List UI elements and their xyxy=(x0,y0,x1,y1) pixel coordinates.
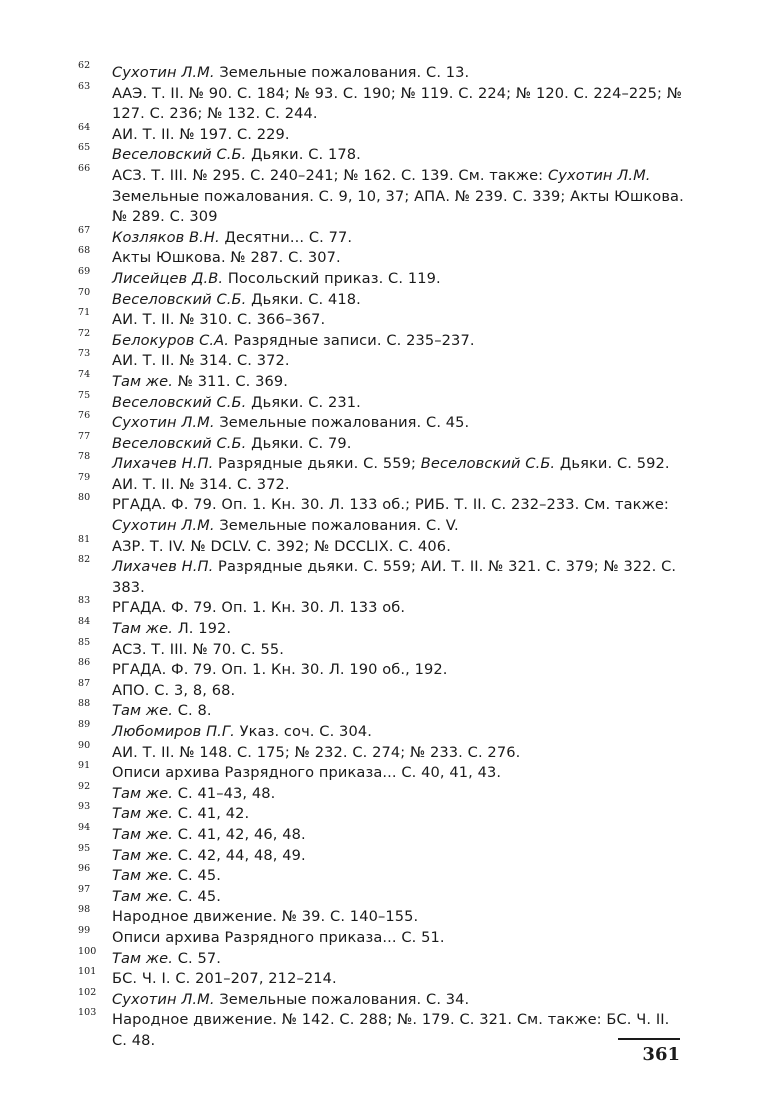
footnote xyxy=(78,719,688,743)
footnote-segment: Посольский приказ. С. 119. xyxy=(223,269,441,287)
footnote-number: 71 xyxy=(78,307,91,319)
footnote xyxy=(78,80,688,125)
footnote-text xyxy=(112,64,469,81)
footnote-number: 62 xyxy=(78,60,91,71)
footnote-text xyxy=(112,867,221,884)
footnote-author: Там же. xyxy=(112,620,173,638)
footnote-segment: Земельные пожалования. С. 9, 10, 37; АПА. № 239. С. 339; Акты Юшкова. № 289. С. 309 xyxy=(112,187,684,226)
footnote-segment: С. 41–43, 48. xyxy=(172,784,276,802)
footnote-text xyxy=(112,538,451,555)
footnote-text xyxy=(112,991,469,1008)
footnote-text xyxy=(112,455,670,472)
footnote xyxy=(78,430,688,455)
footnote xyxy=(78,286,688,311)
footnote-number: 97 xyxy=(78,883,91,895)
footnote-segment: Десятни... С. 77. xyxy=(219,228,353,246)
footnote xyxy=(78,883,688,908)
footnote-number: 80 xyxy=(78,492,91,504)
footnote-segment: С. 42, 44, 48, 49. xyxy=(172,846,306,864)
footnote-text xyxy=(112,950,221,967)
footnote-segment: Указ. соч. С. 304. xyxy=(234,723,372,740)
footnote xyxy=(78,60,688,84)
footnote xyxy=(78,348,688,372)
footnote xyxy=(78,1007,688,1051)
footnote-author: Там же. xyxy=(112,846,173,864)
footnote-segment: РГАДА. Ф. 79. Оп. 1. Кн. 30. Л. 133 об.; РИБ. Т. II. С. 232–233. См. также: xyxy=(112,496,669,514)
footnote-segment: АСЗ. Т. III. № 70. С. 55. xyxy=(112,640,285,658)
footnote-segment: АЗР. Т. IV. № DCLV. С. 392; № DCCLIX. С. 406. xyxy=(112,537,451,555)
footnote-number: 101 xyxy=(78,966,97,978)
footnote xyxy=(78,554,688,598)
footnote-segment: Дьяки. С. 79. xyxy=(246,434,352,452)
footnote-author: Сухотин Л.М. xyxy=(112,64,215,81)
footnote xyxy=(78,492,688,536)
footnote-segment: С. 57. xyxy=(172,949,221,967)
footnote-segment: Л. 192. xyxy=(172,620,232,638)
footnote xyxy=(78,533,688,558)
footnote-text xyxy=(112,435,351,452)
footnote-number: 94 xyxy=(78,821,91,833)
footnote-number: 72 xyxy=(78,327,91,339)
footnote-text xyxy=(112,723,372,740)
footnote-number: 92 xyxy=(78,780,91,792)
footnote-number: 75 xyxy=(78,389,91,401)
footnote-segment: Описи архива Разрядного приказа... С. 51. xyxy=(112,928,445,946)
footnote-number: 83 xyxy=(78,595,91,607)
footnote-number: 70 xyxy=(78,286,91,298)
footnote-text xyxy=(112,270,441,287)
footnote xyxy=(78,142,688,166)
footnote-segment: АИ. Т. II. № 197. С. 229. xyxy=(112,125,290,143)
footnote-segment: Описи архива Разрядного приказа... С. 40, 41, 43. xyxy=(112,764,502,782)
footnote-number: 98 xyxy=(78,904,91,916)
footnote xyxy=(78,739,688,764)
footnote-text xyxy=(112,661,448,678)
footnote-segment: Дьяки. С. 418. xyxy=(246,290,361,308)
footnote-number: 91 xyxy=(78,760,91,772)
footnote-number: 85 xyxy=(78,636,91,648)
footnote xyxy=(78,677,688,702)
footnote xyxy=(78,471,688,496)
footnote-author: Сухотин Л.М. xyxy=(112,517,215,535)
footnote-number: 73 xyxy=(78,348,91,360)
footnote-author: Там же. xyxy=(112,825,173,843)
footnote-number: 93 xyxy=(78,801,91,813)
footnote-number: 99 xyxy=(78,924,91,936)
footnote-segment: АИ. Т. II. № 314. С. 372. xyxy=(112,352,290,370)
footnote-list xyxy=(78,60,688,1052)
footnote-number: 86 xyxy=(78,657,91,669)
footnote-number: 78 xyxy=(78,451,91,463)
footnote-number: 95 xyxy=(78,842,91,854)
footnote xyxy=(78,698,688,722)
footnote-text xyxy=(112,394,361,411)
footnote-text xyxy=(112,826,306,843)
footnote-segment: АИ. Т. II. № 148. С. 175; № 232. С. 274; № 233. С. 276. xyxy=(112,743,521,761)
footnote-number: 87 xyxy=(78,677,91,689)
footnote-text xyxy=(112,373,288,390)
footnote-text xyxy=(112,805,249,822)
footnote-text xyxy=(112,496,669,534)
footnote xyxy=(78,657,688,681)
footnote xyxy=(78,368,688,393)
footnote-segment: С. 41, 42. xyxy=(172,805,250,823)
footnote-author: Лисейцев Д.В. xyxy=(112,269,224,287)
footnote-author: Веселовский С.Б. xyxy=(112,393,247,411)
footnote-text xyxy=(112,641,284,658)
footnote-number: 68 xyxy=(78,245,91,257)
footnote xyxy=(78,986,688,1011)
footnote xyxy=(78,307,688,331)
footnote xyxy=(78,801,688,825)
footnote xyxy=(78,245,688,269)
footnote-segment: Дьяки. С. 178. xyxy=(246,146,361,164)
footnote-text xyxy=(112,847,306,864)
footnote-segment: Разрядные дьяки. С. 559; xyxy=(213,455,421,473)
footnote-number: 79 xyxy=(78,471,91,483)
footnote-author: Там же. xyxy=(112,887,173,905)
footnote-segment: С. 45. xyxy=(172,887,221,905)
footnote-text xyxy=(112,476,290,493)
footnote-author: Сухотин Л.М. xyxy=(112,990,215,1008)
footnote xyxy=(78,616,688,640)
footnote-number: 65 xyxy=(78,142,91,154)
footnote xyxy=(78,224,688,249)
footnote-author: Веселовский С.Б. xyxy=(112,146,247,164)
footnote xyxy=(78,863,688,887)
footnote-number: 69 xyxy=(78,265,91,277)
footnote-segment: АИ. Т. II. № 314. С. 372. xyxy=(112,475,290,493)
footnote-text xyxy=(112,620,231,637)
footnote-segment: РГАДА. Ф. 79. Оп. 1. Кн. 30. Л. 190 об., 192. xyxy=(112,661,448,679)
footnote-number: 84 xyxy=(78,616,91,628)
footnote-segment: С. 8. xyxy=(172,702,212,720)
footnote-number: 74 xyxy=(78,368,91,380)
footnote xyxy=(78,636,688,661)
footnote-text xyxy=(112,785,275,802)
footnote-segment: Дьяки. С. 231. xyxy=(246,393,361,411)
footnote-number: 88 xyxy=(78,698,91,710)
footnote-number: 64 xyxy=(78,121,91,133)
footnote-segment: Акты Юшкова. № 287. С. 307. xyxy=(112,249,341,267)
footnote-text xyxy=(112,682,235,699)
footnote-segment: С. 45. xyxy=(172,867,221,885)
footnote xyxy=(78,904,688,928)
footnote-text xyxy=(112,352,290,369)
footnote xyxy=(78,842,688,867)
footnote-number: 76 xyxy=(78,410,91,422)
footnote-text xyxy=(112,908,418,925)
footnote-text xyxy=(112,126,290,143)
footnote-author: Веселовский С.Б. xyxy=(112,434,247,452)
footnote-text xyxy=(112,764,501,781)
footnote-number: 89 xyxy=(78,719,91,730)
footnote-segment: БС. Ч. I. С. 201–207, 212–214. xyxy=(112,970,337,988)
footnote-number: 100 xyxy=(78,945,97,957)
footnote xyxy=(78,760,688,784)
footnote-number: 81 xyxy=(78,533,91,545)
footnote xyxy=(78,451,688,475)
footnote-text xyxy=(112,888,221,905)
footnote-segment: Разрядные записи. С. 235–237. xyxy=(228,331,475,349)
footnote-text xyxy=(112,85,682,123)
footnote-author: Лихачев Н.П. xyxy=(112,455,214,473)
footnote-text xyxy=(112,167,684,225)
footnote-text xyxy=(112,146,361,163)
footnote-author: Козляков В.Н. xyxy=(112,228,220,246)
footnote-author: Там же. xyxy=(112,372,173,390)
footnote xyxy=(78,265,688,290)
footnote-author: Веселовский С.Б. xyxy=(112,290,247,308)
footnote-author: Любомиров П.Г. xyxy=(112,723,235,740)
footnote xyxy=(78,780,688,805)
footnote-author: Там же. xyxy=(112,949,173,967)
footnote xyxy=(78,595,688,619)
footnote-segment: Земельные пожалования. С. 13. xyxy=(214,64,470,81)
footnote-text xyxy=(112,599,405,616)
footnote-segment: Народное движение. № 39. С. 140–155. xyxy=(112,908,419,926)
footnote-text xyxy=(112,558,676,596)
footnote xyxy=(78,945,688,970)
footnote-author: Сухотин Л.М. xyxy=(547,166,651,184)
footnote-text xyxy=(112,744,520,761)
footnote-author: Сухотин Л.М. xyxy=(112,414,215,432)
footnote-segment: РГАДА. Ф. 79. Оп. 1. Кн. 30. Л. 133 об. xyxy=(112,599,406,617)
footnote-segment: ААЭ. Т. II. № 90. С. 184; № 93. С. 190; № 119. С. 224; № 120. С. 224–225; № 127. С. 236; № 132. С. 244. xyxy=(112,84,683,123)
footnote xyxy=(78,966,688,990)
footnote-number: 103 xyxy=(78,1007,97,1019)
footnote xyxy=(78,924,688,949)
footnote-number: 67 xyxy=(78,224,91,236)
footnote-segment: АПО. С. 3, 8, 68. xyxy=(112,681,236,699)
footnote-segment: С. 41, 42, 46, 48. xyxy=(172,825,306,843)
footnote-author: Белокуров С.А. xyxy=(112,331,229,349)
footnote-number: 82 xyxy=(78,554,91,566)
footnote-segment: АСЗ. Т. III. № 295. С. 240–241; № 162. С. 139. См. также: xyxy=(112,166,548,184)
footnote-text xyxy=(112,702,212,719)
footnote-author: Лихачев Н.П. xyxy=(112,558,214,576)
footnote-author: Там же. xyxy=(112,784,173,802)
page-number: 361 xyxy=(618,1038,680,1067)
footnote xyxy=(78,410,688,434)
footnote-number: 66 xyxy=(78,162,91,174)
footnote-text xyxy=(112,332,475,349)
footnote-number: 90 xyxy=(78,739,91,751)
footnote-text xyxy=(112,229,352,246)
footnote-number: 96 xyxy=(78,863,91,875)
footnote xyxy=(78,162,688,228)
footnote xyxy=(78,121,688,146)
footnote-segment: Разрядные дьяки. С. 559; АИ. Т. II. № 321. С. 379; № 322. С. 383. xyxy=(112,558,677,596)
footnote-segment: Дьяки. С. 592. xyxy=(555,455,670,473)
footnote-segment: № 311. С. 369. xyxy=(172,372,289,390)
footnote xyxy=(78,821,688,846)
footnote-number: 77 xyxy=(78,430,91,442)
footnote-segment: Земельные пожалования. С. V. xyxy=(214,517,459,535)
footnote-segment: АИ. Т. II. № 310. С. 366–367. xyxy=(112,311,326,329)
footnote-segment: Земельные пожалования. С. 34. xyxy=(214,990,470,1008)
footnote-author: Там же. xyxy=(112,805,173,823)
footnote-author: Там же. xyxy=(112,702,173,720)
footnote-number: 102 xyxy=(78,986,97,998)
footnote-text xyxy=(112,1011,669,1049)
footnote-segment: Народное движение. № 142. С. 288; №. 179. С. 321. См. также: БС. Ч. II. С. 48. xyxy=(112,1011,670,1049)
footnote-number: 63 xyxy=(78,80,91,92)
footnote-text xyxy=(112,929,445,946)
footnote-text xyxy=(112,311,325,328)
footnote-text xyxy=(112,970,337,987)
footnote-segment: Земельные пожалования. С. 45. xyxy=(214,414,470,432)
footnote-author: Там же. xyxy=(112,867,173,885)
footnote-text xyxy=(112,249,341,266)
footnote xyxy=(78,389,688,414)
footnote-text xyxy=(112,291,361,308)
footnote-text xyxy=(112,414,469,431)
footnote-author: Веселовский С.Б. xyxy=(420,455,556,473)
footnote xyxy=(78,327,688,352)
